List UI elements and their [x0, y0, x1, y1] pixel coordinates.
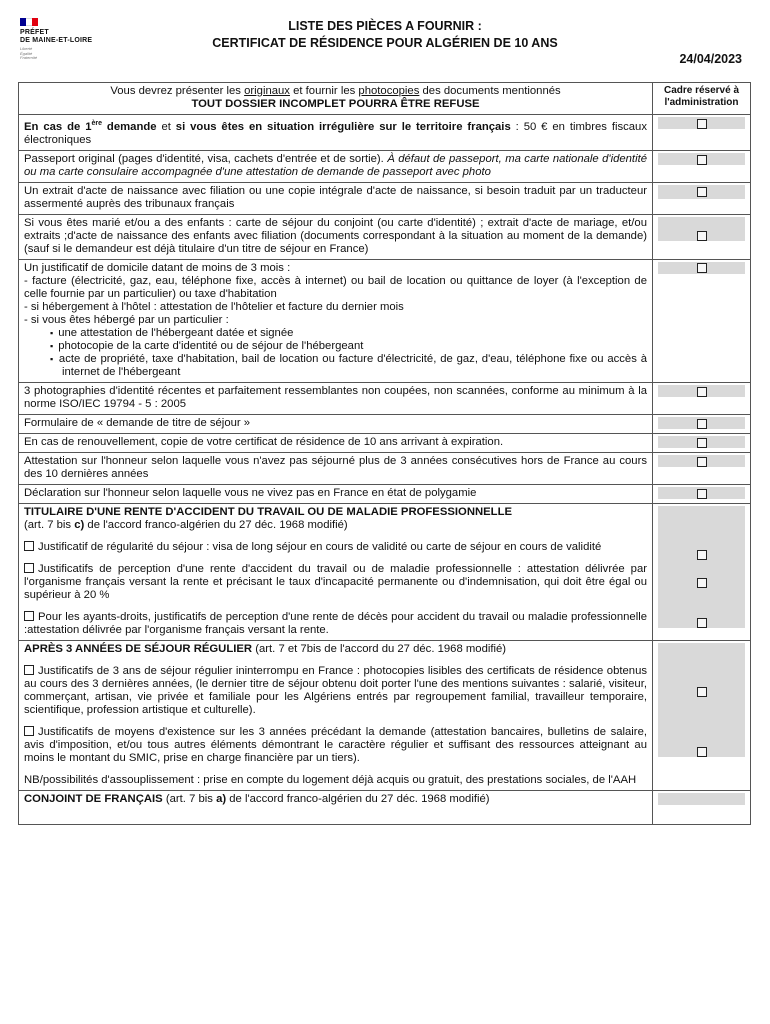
admin-checkbox[interactable] — [697, 687, 707, 697]
section-title: CONJOINT DE FRANÇAIS — [24, 792, 163, 805]
spouse-section: CONJOINT DE FRANÇAIS (art. 7 bis a) de l'accord franco-algérien du 27 déc. 1968 modifié) — [19, 790, 653, 824]
admin-checkbox[interactable] — [697, 489, 707, 499]
table-row — [19, 640, 751, 790]
admin-checkbox[interactable] — [697, 578, 707, 588]
checkbox-icon — [24, 611, 34, 621]
birth-certificate-cell: Un extrait d'acte de naissance avec filiation ou une copie intégrale d'acte de naissance, si besoin traduit par un traducteur assermenté auprès des tribunaux français — [19, 182, 653, 214]
incomplete-warning: TOUT DOSSIER INCOMPLET POURRA ÊTRE REFUSE — [191, 98, 480, 110]
checkbox-icon — [24, 541, 34, 551]
intro-cell: Vous devrez présenter les originaux et fournir les photocopies des documents mentionnés TOUT DOSSIER INCOMPLET POURRA ÊTRE REFUSE — [19, 83, 653, 115]
checkbox-icon — [24, 665, 34, 675]
admin-checkbox[interactable] — [697, 155, 707, 165]
table-header-row — [19, 83, 751, 115]
admin-header: Cadre réservé à l'administration — [653, 83, 751, 115]
document-title — [150, 18, 620, 52]
title-line-2: CERTIFICAT DE RÉSIDENCE POUR ALGÉRIEN DE 10 ANS — [212, 36, 558, 50]
list-item: Justificatifs de 3 ans de séjour régulier ininterrompu en France : photocopies lisibles des certificats de résidence obtenus au cours des 3 dernières années, (le dernier titre de séjour obtenu doit porter l'une des mentions suivantes : salarié, visiteur, commerçant, artisan, vie privée et familiale pour les Algériens entrés par regroupement familial, travailleur temporaire, scientifique, profession artistique et culturelle). — [24, 664, 647, 716]
admin-checkbox[interactable] — [697, 550, 707, 560]
checkbox-icon — [24, 563, 34, 573]
admin-checkbox[interactable] — [697, 231, 707, 241]
document-date: 24/04/2023 — [679, 52, 742, 66]
logo-line-1: PRÉFET — [20, 29, 49, 36]
admin-checkbox[interactable] — [697, 457, 707, 467]
admin-checkbox[interactable] — [697, 187, 707, 197]
section-title: APRÈS 3 ANNÉES DE SÉJOUR RÉGULIER — [24, 642, 253, 655]
motto: Liberté Égalité Fraternité — [20, 46, 38, 60]
family-documents-cell: Si vous êtes marié et/ou a des enfants : carte de séjour du conjoint (ou carte d'identité) ; extrait d'acte de mariage, et/ou extraits ;d'acte de naissance des enfants avec filiation (documents correspondant à la situation au moment de la demande) (sauf si le demandeur est déjà titulaire d'un titre de séjour en France) — [19, 214, 653, 259]
table-row — [19, 150, 751, 182]
domicile-cell: Un justificatif de domicile datant de moins de 3 mois : - facture (électricité, gaz, eau, téléphone fixe, accès à internet) ou bail de location ou quittance de loyer (à l'exception de celle fournie par un particulier) ou taxe d'habitation - si hébergement à l'hôtel : attestation de l'hôtelier et facture du dernier mois - si vous êtes hébergé par un particulier : ▪ une attestation de l'hébergeant datée et signée ▪ photocopie de la carte d'identité ou de séjour de l'hébergeant ▪ acte de propriété, taxe d'habitation, bail de location ou facture d'électricité, de gaz, d'eau, téléphone fixe ou accès à internet de l'hébergeant — [19, 259, 653, 382]
renewal-cell: En cas de renouvellement, copie de votre certificat de résidence de 10 ans arrivant à expiration. — [19, 433, 653, 452]
checkbox-icon — [24, 726, 34, 736]
nb-note: NB/possibilités d'assouplissement : prise en compte du logement déjà acquis ou gratuit, des prestations sociales, de l'AAH — [24, 773, 637, 786]
requirements-table — [18, 82, 751, 825]
admin-checkbox[interactable] — [697, 419, 707, 429]
admin-checkbox[interactable] — [697, 438, 707, 448]
table-row — [19, 259, 751, 382]
table-row — [19, 433, 751, 452]
list-item: ▪ acte de propriété, taxe d'habitation, bail de location ou facture d'électricité, de gaz, d'eau, téléphone fixe ou accès à internet de l'hébergeant — [52, 353, 647, 379]
table-row — [19, 414, 751, 433]
marianne-flag-icon — [20, 18, 38, 26]
form-cell: Formulaire de « demande de titre de séjour » — [19, 414, 653, 433]
photos-cell: 3 photographies d'identité récentes et parfaitement ressemblantes non coupées, non scannées, conforme au minimum à la norme ISO/IEC 19794 - 5 : 2005 — [19, 382, 653, 414]
host-documents-list — [24, 327, 647, 379]
table-row — [19, 484, 751, 503]
first-request-cell: En cas de 1ère demande et si vous êtes en situation irrégulière sur le territoire français : 50 € en timbres fiscaux électroniques — [19, 115, 653, 151]
admin-checkbox[interactable] — [697, 747, 707, 757]
table-row — [19, 382, 751, 414]
list-item: Justificatifs de moyens d'existence sur les 3 années précédant la demande (attestation bancaires, bulletins de salaire, avis d'imposition, et/ou tous autres éléments démontrant le caractère régulier et suffisant des ressources atteignant au moins le montant du SMIC, prise en charge financière par un tiers). — [24, 725, 647, 764]
table-row — [19, 214, 751, 259]
three-years-section: APRÈS 3 ANNÉES DE SÉJOUR RÉGULIER (art. 7 et 7bis de l'accord du 27 déc. 1968 modifié) Justificatifs de 3 ans de séjour régulier ininterrompu en France : photocopies lisibles des certificats de résidence obtenus au cours des 3 dernières années, (le dernier titre de séjour obtenu doit porter l'une des mentions suivantes : salarié, visiteur, commerçant, artisan, vie privée et familiale pour les Algériens entrés par regroupement familial, travailleur temporaire, scientifique, profession artistique et culturelle). Justificatifs de moyens d'existence sur les 3 années précédant la demande (attestation bancaires, bulletins de salaire, avis d'imposition, et/ou tous autres éléments démontrant le caractère régulier et suffisant des ressources atteignant au moins le montant du SMIC, prise en charge financière par un tiers). NB/possibilités d'assouplissement : prise en compte du logement déjà acquis ou gratuit, des prestations sociales, de l'AAH — [19, 640, 653, 790]
prefecture-logo — [20, 18, 120, 61]
passport-cell: Passeport original (pages d'identité, visa, cachets d'entrée et de sortie). À défaut de passeport, ma carte nationale d'identité ou ma carte consulaire accompagnée d'une attestation de demande de passeport avec photo — [19, 150, 653, 182]
admin-checkbox[interactable] — [697, 119, 707, 129]
table-row — [19, 790, 751, 824]
work-accident-section: TITULAIRE D'UNE RENTE D'ACCIDENT DU TRAVAIL OU DE MALADIE PROFESSIONNELLE (art. 7 bis c) de l'accord franco-algérien du 27 déc. 1968 modifié) Justificatif de régularité du séjour : visa de long séjour en cours de validité ou carte de séjour en cours de validité Justificatifs de perception d'une rente d'accident du travail ou de maladie professionnelle : attestation délivrée par l'organisme français versant la rente et précisant le taux d'incapacité permanente ou d'indemnisation, qui doit être égal ou supérieur à 20 % Pour les ayants-droits, justificatifs de perception d'une rente de décès pour accident du travail ou maladie professionnelle :attestation délivrée par l'organisme français versant la rente. — [19, 503, 653, 640]
list-item: Pour les ayants-droits, justificatifs de perception d'une rente de décès pour accident du travail ou maladie professionnelle :attestation délivrée par l'organisme français versant la rente. — [24, 610, 647, 636]
logo-line-2: DE MAINE-ET-LOIRE — [20, 37, 93, 44]
table-row — [19, 115, 751, 151]
table-row — [19, 452, 751, 484]
title-line-1: LISTE DES PIÈCES A FOURNIR : — [288, 19, 482, 33]
list-item: ▪ photocopie de la carte d'identité ou de séjour de l'hébergeant — [52, 340, 647, 353]
admin-checkbox[interactable] — [697, 387, 707, 397]
table-row — [19, 182, 751, 214]
polygamy-cell: Déclaration sur l'honneur selon laquelle vous ne vivez pas en France en état de polygamie — [19, 484, 653, 503]
list-item: ▪ une attestation de l'hébergeant datée et signée — [52, 327, 647, 340]
section-title: TITULAIRE D'UNE RENTE D'ACCIDENT DU TRAVAIL OU DE MALADIE PROFESSIONNELLE — [24, 505, 513, 518]
admin-checkbox[interactable] — [697, 618, 707, 628]
list-item: Justificatif de régularité du séjour : visa de long séjour en cours de validité ou carte de séjour en cours de validité — [24, 541, 647, 554]
stay-attestation-cell: Attestation sur l'honneur selon laquelle vous n'avez pas séjourné plus de 3 années consécutives hors de France au cours des 10 dernières années — [19, 452, 653, 484]
admin-checkbox[interactable] — [697, 263, 707, 273]
list-item: Justificatifs de perception d'une rente d'accident du travail ou de maladie professionnelle : attestation délivrée par l'organisme français versant la rente et précisant le taux d'incapacité permanente ou d'indemnisation, qui doit être égal ou supérieur à 20 % — [24, 562, 647, 601]
table-row — [19, 503, 751, 640]
